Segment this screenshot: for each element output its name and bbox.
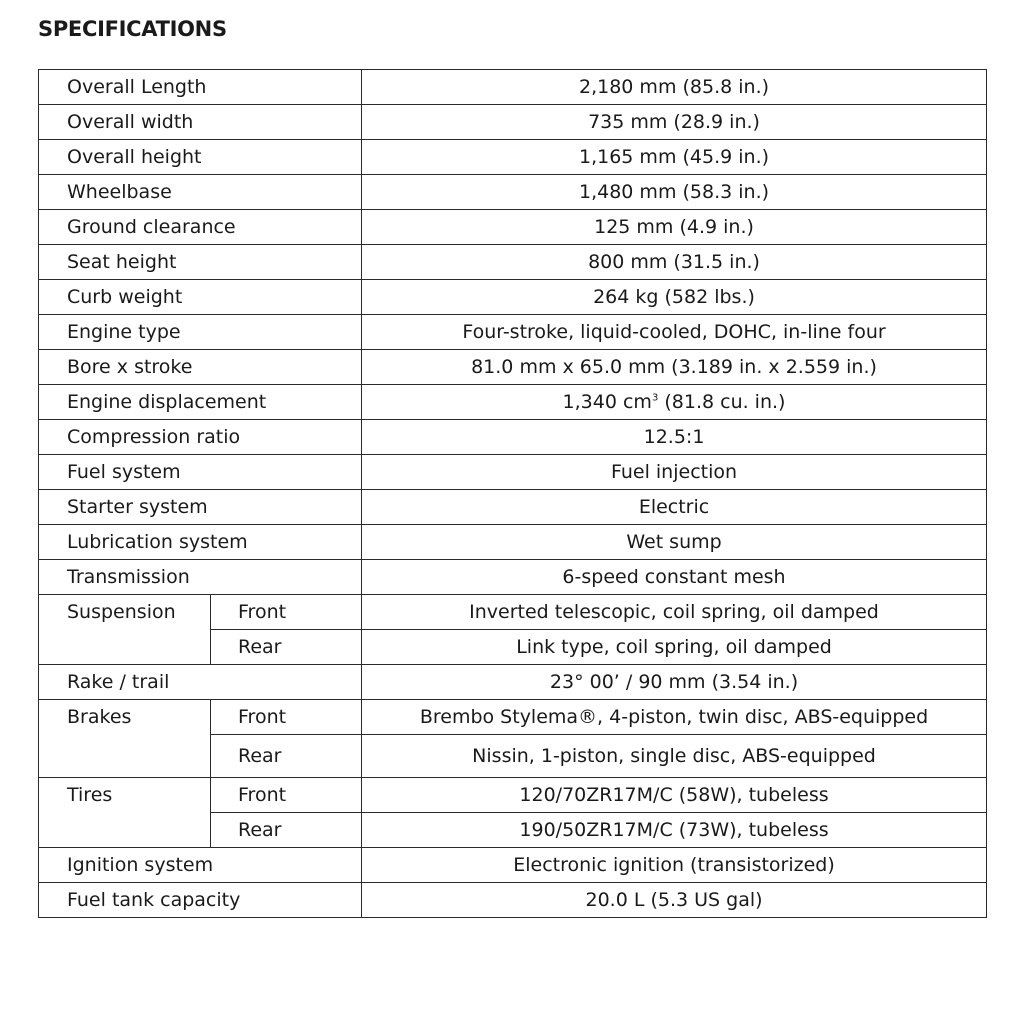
spec-row-lubrication-system (39, 525, 987, 560)
spec-label: Compression ratio (39, 420, 362, 455)
spec-value: Four-stroke, liquid-cooled, DOHC, in-line four (362, 315, 987, 350)
spec-value: 125 mm (4.9 in.) (362, 210, 987, 245)
spec-label: Ground clearance (39, 210, 362, 245)
spec-row-overall-length (39, 70, 987, 105)
spec-row-starter-system (39, 490, 987, 525)
spec-value: 735 mm (28.9 in.) (362, 105, 987, 140)
displacement-superscript: 3 (651, 392, 659, 404)
spec-row-fuel-tank-capacity (39, 883, 987, 918)
spec-sublabel: Rear (211, 735, 362, 778)
spec-label: Rake / trail (39, 665, 362, 700)
spec-value: 6-speed constant mesh (362, 560, 987, 595)
spec-value: 800 mm (31.5 in.) (362, 245, 987, 280)
spec-value: Electric (362, 490, 987, 525)
spec-value: Fuel injection (362, 455, 987, 490)
spec-label: Engine type (39, 315, 362, 350)
spec-label: Fuel system (39, 455, 362, 490)
spec-row-engine-type (39, 315, 987, 350)
spec-value: 12.5:1 (362, 420, 987, 455)
spec-row-curb-weight (39, 280, 987, 315)
spec-value: 190/50ZR17M/C (73W), tubeless (362, 813, 987, 848)
displacement-value-suffix: (81.8 cu. in.) (664, 391, 786, 413)
page-title: SPECIFICATIONS (38, 17, 227, 41)
spec-row-transmission (39, 560, 987, 595)
spec-value: Inverted telescopic, coil spring, oil damped (362, 595, 987, 630)
spec-group-label: Suspension (39, 595, 211, 665)
spec-value: 2,180 mm (85.8 in.) (362, 70, 987, 105)
spec-value: Link type, coil spring, oil damped (362, 630, 987, 665)
spec-value: 1,165 mm (45.9 in.) (362, 140, 987, 175)
spec-label: Fuel tank capacity (39, 883, 362, 918)
spec-label: Curb weight (39, 280, 362, 315)
spec-sublabel: Rear (211, 630, 362, 665)
spec-label: Overall width (39, 105, 362, 140)
spec-label: Bore x stroke (39, 350, 362, 385)
spec-row-wheelbase (39, 175, 987, 210)
spec-label: Ignition system (39, 848, 362, 883)
spec-group-label: Tires (39, 778, 211, 848)
spec-sublabel: Rear (211, 813, 362, 848)
spec-row-suspension-front (39, 595, 987, 630)
spec-label: Starter system (39, 490, 362, 525)
spec-value: 120/70ZR17M/C (58W), tubeless (362, 778, 987, 813)
spec-value: Nissin, 1-piston, single disc, ABS-equipped (362, 735, 987, 778)
spec-value: 23° 00’ / 90 mm (3.54 in.) (362, 665, 987, 700)
spec-label: Transmission (39, 560, 362, 595)
specifications-table (38, 69, 987, 918)
spec-label: Wheelbase (39, 175, 362, 210)
spec-row-compression-ratio (39, 420, 987, 455)
spec-label: Lubrication system (39, 525, 362, 560)
spec-value: 81.0 mm x 65.0 mm (3.189 in. x 2.559 in.) (362, 350, 987, 385)
spec-row-rake-trail (39, 665, 987, 700)
spec-value: Wet sump (362, 525, 987, 560)
spec-value: Brembo Stylema®, 4-piston, twin disc, ABS-equipped (362, 700, 987, 735)
spec-sublabel: Front (211, 778, 362, 813)
spec-row-overall-height (39, 140, 987, 175)
spec-row-bore-stroke (39, 350, 987, 385)
spec-row-ground-clearance (39, 210, 987, 245)
spec-row-tires-front (39, 778, 987, 813)
spec-group-label: Brakes (39, 700, 211, 778)
spec-value: 264 kg (582 lbs.) (362, 280, 987, 315)
spec-label: Engine displacement (39, 385, 362, 420)
displacement-value-prefix: 1,340 cm (562, 391, 652, 413)
spec-value: 1,480 mm (58.3 in.) (362, 175, 987, 210)
spec-label: Overall height (39, 140, 362, 175)
spec-row-fuel-system (39, 455, 987, 490)
spec-row-engine-displacement (39, 385, 987, 420)
spec-label: Seat height (39, 245, 362, 280)
spec-row-brakes-front (39, 700, 987, 735)
spec-row-ignition-system (39, 848, 987, 883)
spec-value: Electronic ignition (transistorized) (362, 848, 987, 883)
spec-row-seat-height (39, 245, 987, 280)
spec-value (362, 385, 987, 420)
spec-sublabel: Front (211, 595, 362, 630)
spec-label: Overall Length (39, 70, 362, 105)
spec-value: 20.0 L (5.3 US gal) (362, 883, 987, 918)
spec-row-overall-width (39, 105, 987, 140)
spec-sublabel: Front (211, 700, 362, 735)
